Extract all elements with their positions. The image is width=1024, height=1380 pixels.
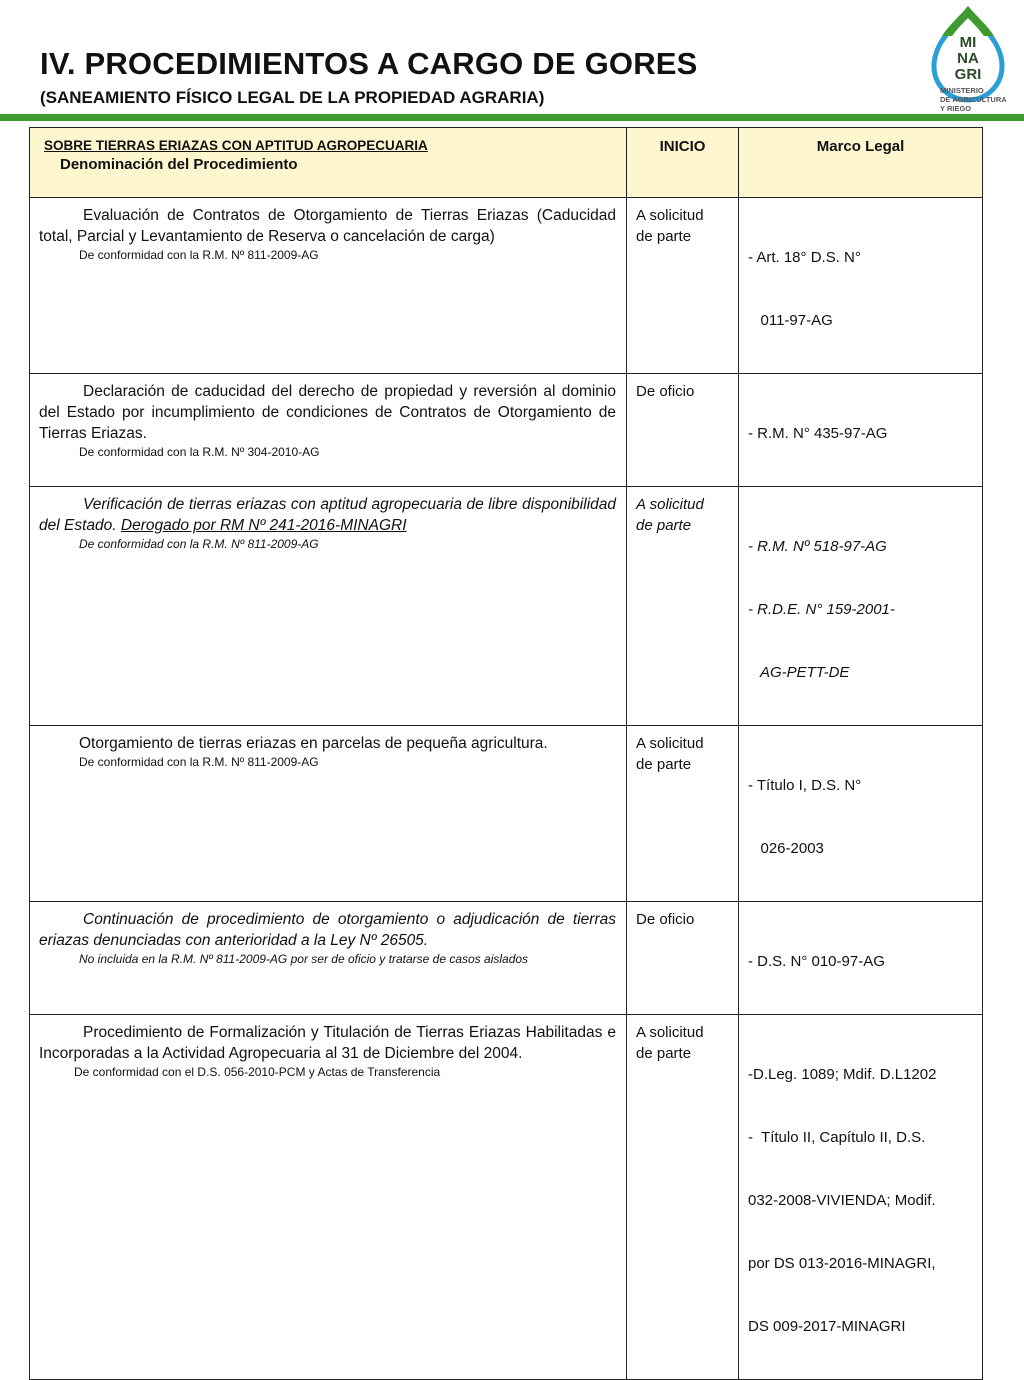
header-denominacion: Denominación del Procedimiento — [60, 156, 298, 173]
svg-text:MI: MI — [959, 34, 977, 51]
inicio-cell — [627, 198, 738, 247]
table-row — [30, 374, 983, 487]
inicio-line: De oficio — [636, 383, 695, 400]
marco-line: - R.M. N° 435-97-AG — [748, 425, 888, 442]
inicio-cell — [627, 902, 738, 930]
procedure-note: De conformidad con la R.M. Nº 811-2009-AG — [79, 537, 319, 551]
procedures-table — [29, 127, 983, 1380]
slide-title: IV. PROCEDIMIENTOS A CARGO DE GORES — [40, 46, 698, 81]
procedure-note: De conformidad con la R.M. Nº 304-2010-AG — [79, 445, 320, 459]
table-row — [30, 487, 983, 726]
ministry-line: MINISTERIO — [940, 86, 984, 95]
marco-legal-cell — [739, 198, 982, 373]
procedure-description: Otorgamiento de tierras eriazas en parcelas de pequeña agricultura. — [79, 735, 548, 752]
marco-line: -D.Leg. 1089; Mdif. D.L1202 — [748, 1066, 937, 1083]
inicio-line: A solicitud — [636, 735, 704, 752]
inicio-cell — [627, 374, 738, 402]
svg-text:GRI: GRI — [954, 66, 982, 83]
inicio-line: de parte — [636, 517, 692, 534]
marco-line: por DS 013-2016-MINAGRI, — [748, 1255, 936, 1272]
procedure-description: Evaluación de Contratos de Otorgamiento de Tierras Eriazas (Caducidad total, Parcial y Levantamiento de Reserva o cancelación de carga) — [39, 207, 616, 245]
inicio-line: de parte — [636, 228, 692, 245]
table-row — [30, 726, 983, 902]
inicio-line: De oficio — [636, 911, 695, 928]
marco-line: - D.S. N° 010-97-AG — [748, 953, 885, 970]
inicio-line: A solicitud — [636, 496, 704, 513]
marco-line: 032-2008-VIVIENDA; Modif. — [748, 1192, 936, 1209]
table-header-row — [30, 128, 983, 198]
inicio-line: A solicitud — [636, 207, 704, 224]
inicio-cell — [627, 487, 738, 536]
header-inicio-cell — [627, 128, 739, 198]
inicio-line: de parte — [636, 756, 692, 773]
inicio-cell — [627, 1015, 738, 1064]
derogation-link-text: Derogado por RM Nº 241-2016-MINAGRI — [120, 517, 407, 534]
marco-line: DS 009-2017-MINAGRI — [748, 1318, 906, 1335]
header-marco-cell — [739, 128, 983, 198]
marco-line: 026-2003 — [748, 840, 824, 857]
procedure-note: No incluida en la R.M. Nº 811-2009-AG por ser de oficio y tratarse de casos aislados — [79, 952, 529, 966]
inicio-line: de parte — [636, 1045, 692, 1062]
marco-legal-cell — [739, 487, 982, 725]
procedure-note: De conformidad con el D.S. 056-2010-PCM y Actas de Transferencia — [74, 1065, 441, 1079]
inicio-line: A solicitud — [636, 1024, 704, 1041]
procedure-note: De conformidad con la R.M. Nº 811-2009-AG — [79, 248, 319, 262]
header-denominacion-cell — [30, 128, 627, 198]
marco-legal-cell — [739, 726, 982, 901]
ministry-label — [940, 86, 1007, 113]
header-inicio: INICIO — [659, 138, 706, 155]
procedure-note: De conformidad con la R.M. Nº 811-2009-AG — [79, 755, 319, 769]
marco-legal-cell — [739, 1015, 982, 1379]
table-row — [30, 902, 983, 1015]
ministry-line: Y RIEGO — [940, 104, 972, 113]
green-divider — [0, 114, 1024, 121]
slide-subtitle: (SANEAMIENTO FÍSICO LEGAL DE LA PROPIEDAD AGRARIA) — [40, 88, 545, 107]
procedure-description: Declaración de caducidad del derecho de propiedad y reversión al dominio del Estado por incumplimiento de condiciones de Contratos de Otorgamiento de Tierras Eriazas. — [39, 383, 616, 442]
marco-line: - Art. 18° D.S. N° — [748, 249, 861, 266]
marco-line: - R.D.E. N° 159-2001- — [748, 601, 895, 618]
marco-legal-cell — [739, 902, 982, 1014]
procedure-description: Procedimiento de Formalización y Titulación de Tierras Eriazas Habilitadas e Incorporadas a la Actividad Agropecuaria al 31 de Diciembre del 2004. — [39, 1024, 616, 1062]
header-section-label: SOBRE TIERRAS ERIAZAS CON APTITUD AGROPECUARIA — [44, 138, 428, 153]
marco-line: 011-97-AG — [748, 312, 833, 329]
marco-line: - R.M. Nº 518-97-AG — [748, 538, 887, 555]
table-row — [30, 1015, 983, 1380]
ministry-line: DE AGRICULTURA — [940, 95, 1007, 104]
marco-line: - Título I, D.S. N° — [748, 777, 862, 794]
table-row — [30, 198, 983, 374]
marco-line: - Título II, Capítulo II, D.S. — [748, 1129, 926, 1146]
procedure-description: Verificación de tierras eriazas con aptitud agropecuaria de libre disponibilidad del Estado. — [39, 496, 616, 534]
marco-line: AG-PETT-DE — [748, 664, 850, 681]
marco-legal-cell — [739, 374, 982, 486]
header-marco-legal: Marco Legal — [816, 138, 905, 155]
svg-text:NA: NA — [957, 50, 979, 67]
procedure-description: Continuación de procedimiento de otorgamiento o adjudicación de tierras eriazas denunciadas con anterioridad a la Ley Nº 26505. — [39, 911, 616, 949]
